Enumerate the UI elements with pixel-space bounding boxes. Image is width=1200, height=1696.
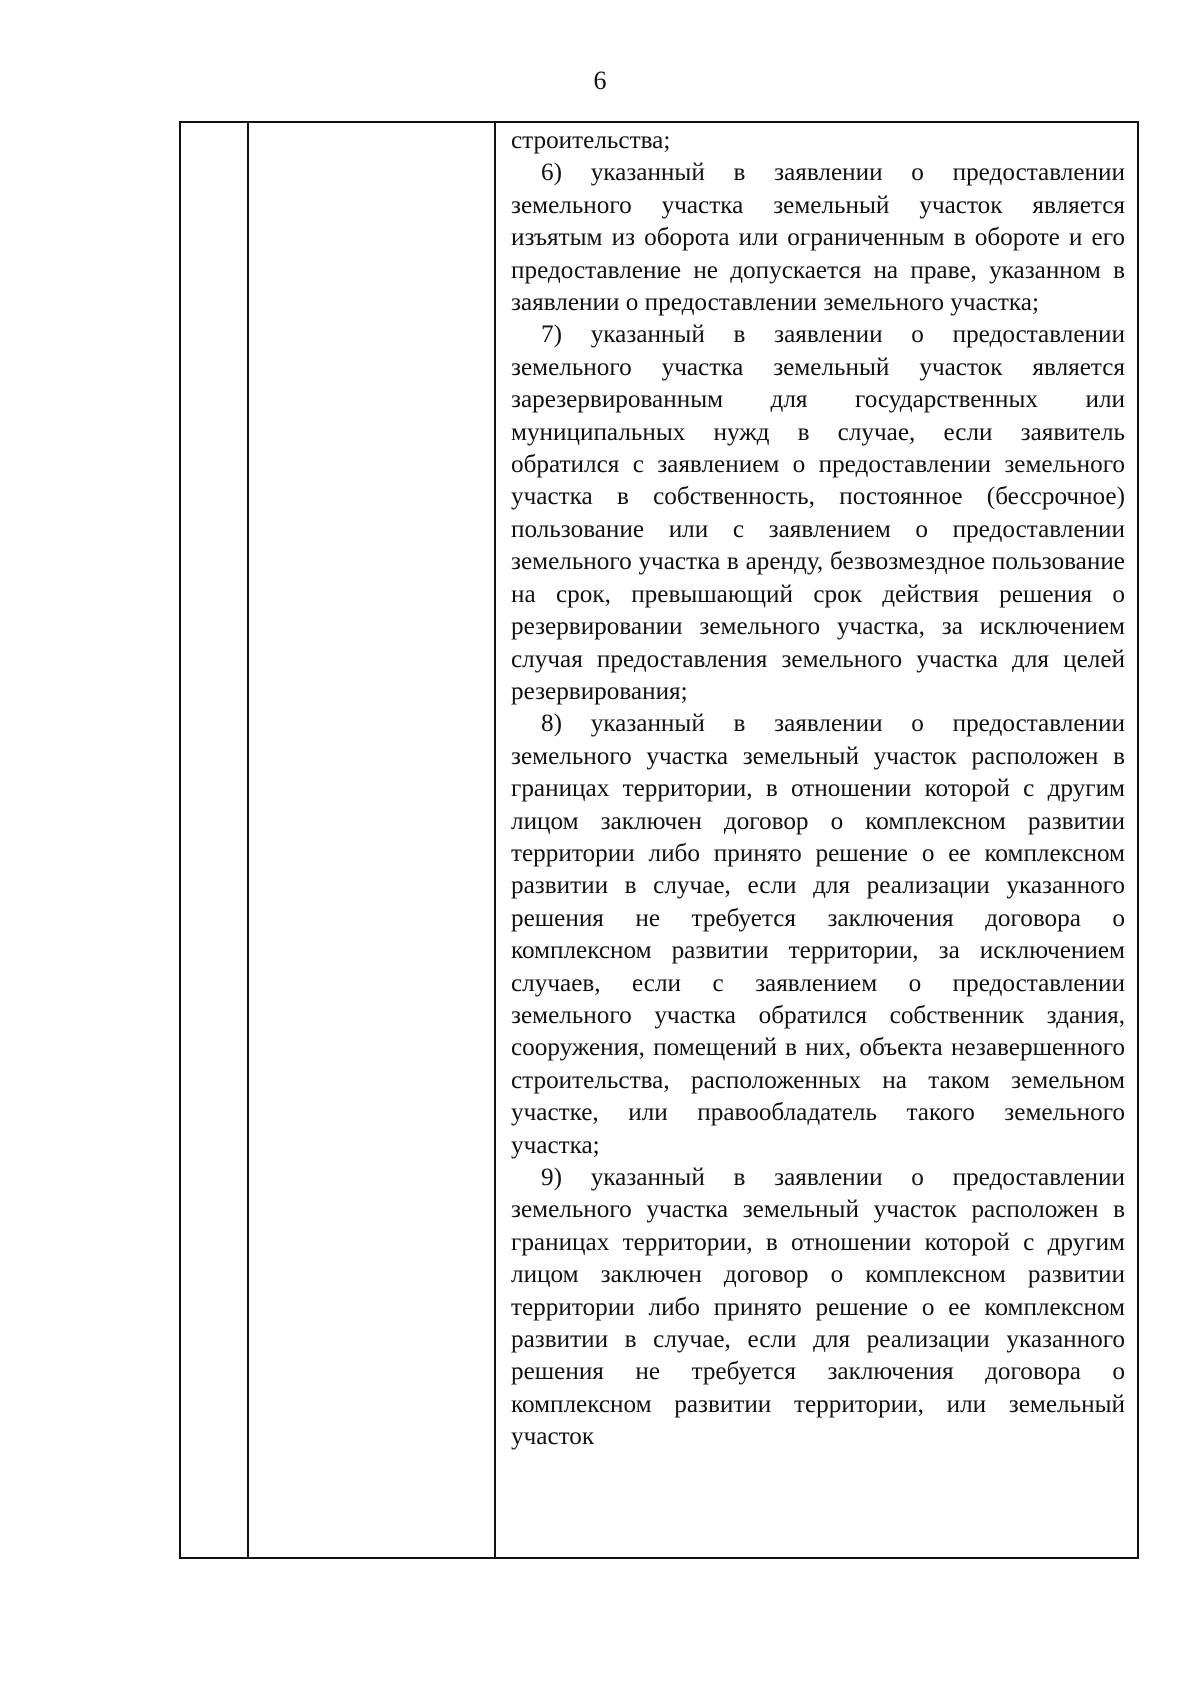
- table-row: [180, 122, 1138, 1558]
- table-cell-name: [248, 122, 495, 1558]
- page-number: 6: [593, 66, 607, 95]
- paragraph-continuation: строительства;: [511, 127, 671, 154]
- paragraph-item-7: 7) указанный в заявлении о предоставлении земельного участка земельный участок является зарезервированным для государственных или муниципальных нужд в случае, если заявитель обратился с заявлением о предоставлении земельного участка в собственность, постоянное (бессрочное) пользование или с заявлением о предоставлении земельного участка в аренду, безвозмездное пользование на срок, превышающий срок действия решения о резервировании земельного участка, за исключением случая предоставления земельного участка для целей резервирования;: [511, 321, 1125, 705]
- paragraph-item-8: 8) указанный в заявлении о предоставлении земельного участка земельный участок расположен в границах территории, в отношении которой с другим лицом заключен договор о комплексном развитии территории либо принято решение о ее комплексном развитии в случае, если для реализации указанного решения не требуется заключения договора о комплексном развитии территории, за исключением случаев, если с заявлением о предоставлении земельного участка обратился собственник здания, сооружения, помещений в них, объекта незавершенного строительства, расположенных на таком земельном участке, или правообладатель такого земельного участка;: [511, 710, 1125, 1159]
- document-table: [179, 121, 1139, 1559]
- paragraph-item-6: 6) указанный в заявлении о предоставлении земельного участка земельный участок является изъятым из оборота или ограниченным в обороте и его предоставление не допускается на праве, указанном в заявлении о предоставлении земельного участка;: [511, 159, 1125, 317]
- table-cell-content: [495, 122, 1138, 1558]
- paragraph-item-9: 9) указанный в заявлении о предоставлении земельного участка земельный участок расположен в границах территории, в отношении которой с другим лицом заключен договор о комплексном развитии территории либо принято решение о ее комплексном развитии в случае, если для реализации указанного решения не требуется заключения договора о комплексном развитии территории, или земельный участок: [511, 1164, 1125, 1451]
- table-cell-number: [180, 122, 248, 1558]
- content-text: [496, 123, 1137, 1454]
